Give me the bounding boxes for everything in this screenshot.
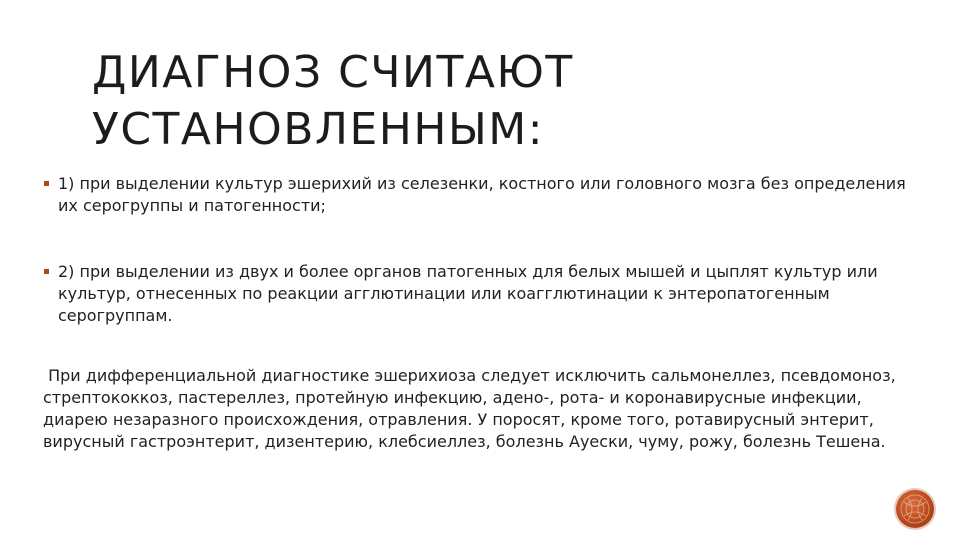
bullet-item-2 bbox=[43, 261, 923, 327]
slide-title: ДИАГНОЗ СЧИТАЮТ УСТАНОВЛЕННЫМ: bbox=[92, 47, 574, 155]
bullet-text: 2) при выделении из двух и более органов патогенных для белых мышей и цыплят культур или культур, отнесенных по реакции агглютинации или коагглютинации к энтеропатогенным серогруппам. bbox=[58, 262, 878, 325]
square-bullet-icon bbox=[44, 181, 49, 186]
bullet-item-1 bbox=[43, 173, 923, 217]
decorative-circle-pattern bbox=[896, 490, 934, 528]
square-bullet-icon bbox=[44, 269, 49, 274]
bullet-text: 1) при выделении культур эшерихий из селезенки, костного или головного мозга без определения их серогруппы и патогенности; bbox=[58, 174, 906, 215]
decorative-circle-icon bbox=[896, 490, 934, 528]
differential-diagnosis-paragraph: При дифференциальной диагностике эшерихиоза следует исключить сальмонеллез, псевдомоноз, стрептококкоз, пастереллез, протейную инфекцию, адено-, рота- и коронавирусные инфекции, диарею незаразного происхождения, отравления. У поросят, кроме того, ротавирусный энтерит, вирусный гастроэнтерит, дизентерию, клебсиеллез, болезнь Ауески, чуму, рожу, болезнь Тешена. bbox=[43, 366, 901, 451]
bullet-list bbox=[43, 173, 923, 327]
